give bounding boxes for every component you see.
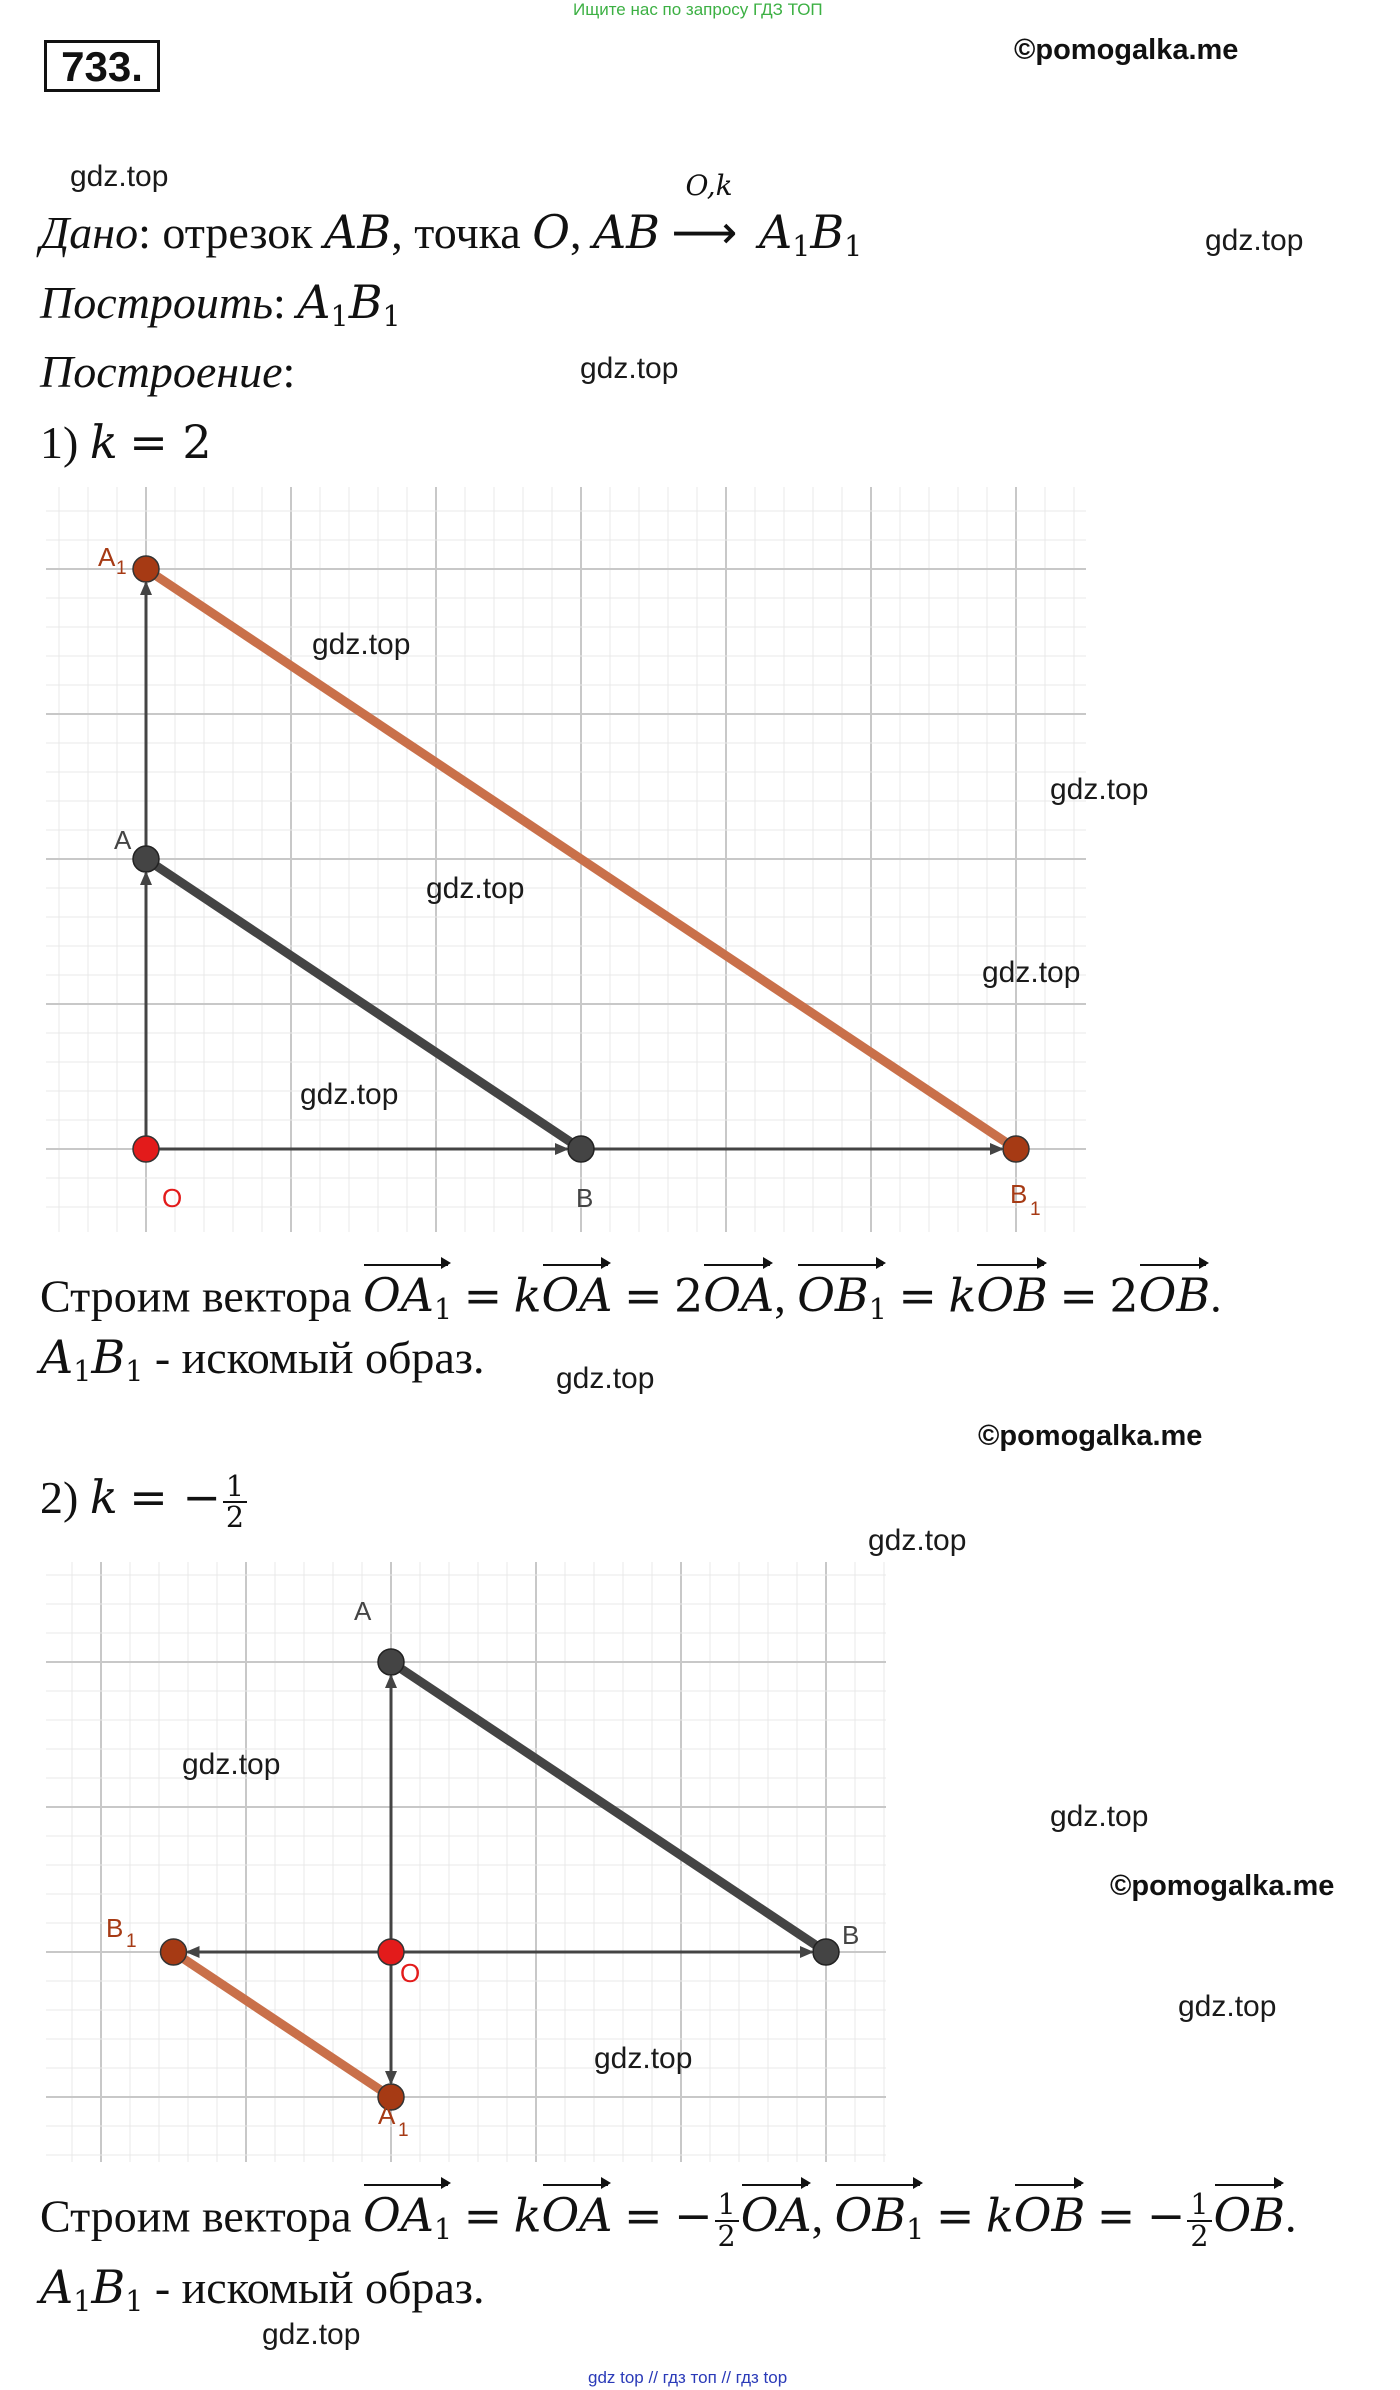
watermark-10: gdz.top [868, 1524, 967, 1557]
given-label: Дано [40, 207, 139, 258]
point-b1-2 [161, 1939, 187, 1965]
label-b1-2-sub: 1 [126, 1931, 137, 1952]
construction-line: Построение: [40, 346, 296, 397]
label-a-2: A [354, 1596, 372, 1626]
label-a: A [114, 825, 132, 855]
construct-label: Построить [40, 277, 274, 328]
label-b: B [576, 1183, 594, 1213]
homothety-label: O,k [685, 169, 733, 202]
construct-line: Построить: $A_1B_1$ [40, 275, 401, 333]
watermark-4: gdz.top [312, 628, 411, 661]
point-a-2 [378, 1649, 404, 1675]
label-o: O [162, 1183, 183, 1213]
figure-1 [46, 487, 1086, 1232]
label-a1: A [98, 542, 116, 572]
vec-ob: OB [976, 1260, 1048, 1322]
case2-result: $A_1B_1$ - искомый образ. [40, 2260, 485, 2318]
watermark-6: gdz.top [426, 872, 525, 905]
watermark-8: gdz.top [300, 1078, 399, 1111]
case2-heading: 2) k = − $\frac{1}{2}$ [40, 1470, 249, 1533]
point-o [133, 1136, 159, 1162]
segment-a1b1-2 [174, 1952, 392, 2097]
given-text-2: , точка [391, 207, 533, 258]
given-comma: , [569, 207, 582, 258]
figure-1-grid [46, 487, 1086, 1232]
point-b1 [1003, 1136, 1029, 1162]
watermark-1: gdz.top [70, 160, 169, 193]
label-a1-2: A [378, 2100, 396, 2130]
figure-2 [46, 1562, 886, 2162]
watermark-9: gdz.top [556, 1362, 655, 1395]
vec2-oa1: $OA_1$ [363, 2180, 452, 2246]
watermark-11: gdz.top [182, 1748, 281, 1781]
copyright-top: ©pomogalka.me [1014, 34, 1239, 66]
homothety-arrow [671, 169, 747, 259]
point-a1 [133, 556, 159, 582]
problem-number: 733. [44, 40, 160, 92]
case2-vectors: Строим вектора $OA_1$ = kOA = − $\frac{1}{2}$ OA, $OB_1$ = kOB = − $\frac{1}{2}$ OB. [40, 2180, 1297, 2252]
watermark-12: gdz.top [1050, 1800, 1149, 1833]
watermark-3: gdz.top [580, 352, 679, 385]
point-b [568, 1136, 594, 1162]
vec2-ob1: $OB_1$ [835, 2180, 925, 2246]
construction-label: Построение [40, 346, 283, 397]
watermark-7: gdz.top [982, 956, 1081, 989]
vec2-oa: OA [542, 2180, 613, 2242]
label-a1-sub: 1 [116, 558, 127, 579]
vec2-oa-2: OA [741, 2180, 812, 2242]
given-point: O [532, 205, 570, 259]
construct-target: $A_1B_1$ [297, 275, 401, 333]
fraction-half: $\frac{1}{2}$ [223, 1472, 247, 1534]
watermark-13: gdz.top [1178, 1990, 1277, 2023]
vec-oa1: $OA_1$ [363, 1260, 452, 1326]
search-hint: Ищите нас по запросу ГДЗ ТОП [573, 0, 823, 19]
vec-ob1: $OB_1$ [797, 1260, 887, 1326]
label-a1-2-sub: 1 [398, 2120, 409, 2141]
given-image: $A_1B_1$ [758, 205, 863, 263]
label-b1: B [1010, 1179, 1028, 1209]
figure-2-grid [46, 1562, 886, 2162]
point-b-2 [813, 1939, 839, 1965]
vec2-ob: OB [1014, 2180, 1086, 2242]
watermark-14: gdz.top [594, 2042, 693, 2075]
vec-oa-2: OA [703, 1260, 774, 1322]
copyright-lower: ©pomogalka.me [1110, 1870, 1335, 1902]
point-a [133, 846, 159, 872]
case1-vectors: Строим вектора $OA_1$ = kOA = 2OA, $OB_1$ = kOB = 2OB. [40, 1260, 1222, 1326]
watermark-5: gdz.top [1050, 773, 1149, 806]
label-o-2: O [400, 1958, 421, 1988]
label-b-2: B [842, 1920, 860, 1950]
footer-hint: gdz top // гдз топ // гдз top [588, 2368, 788, 2387]
case1-result: $A_1B_1$ - искомый образ. [40, 1330, 485, 1388]
vec-oa: OA [542, 1260, 613, 1322]
given-segment: AB [324, 205, 392, 259]
watermark-2: gdz.top [1205, 224, 1304, 257]
case1-heading: 1) k = 2 [40, 415, 212, 469]
watermark-15: gdz.top [262, 2318, 361, 2351]
vec-ob-2: OB [1139, 1260, 1211, 1322]
copyright-mid: ©pomogalka.me [978, 1420, 1203, 1452]
given-text-1: : отрезок [138, 207, 325, 258]
vec2-ob-2: OB [1214, 2180, 1286, 2242]
label-b1-sub: 1 [1030, 1199, 1041, 1220]
arrow-icon: ⟶ [671, 205, 738, 259]
label-b1-2: B [106, 1913, 124, 1943]
given-segment-2: AB [592, 205, 660, 259]
